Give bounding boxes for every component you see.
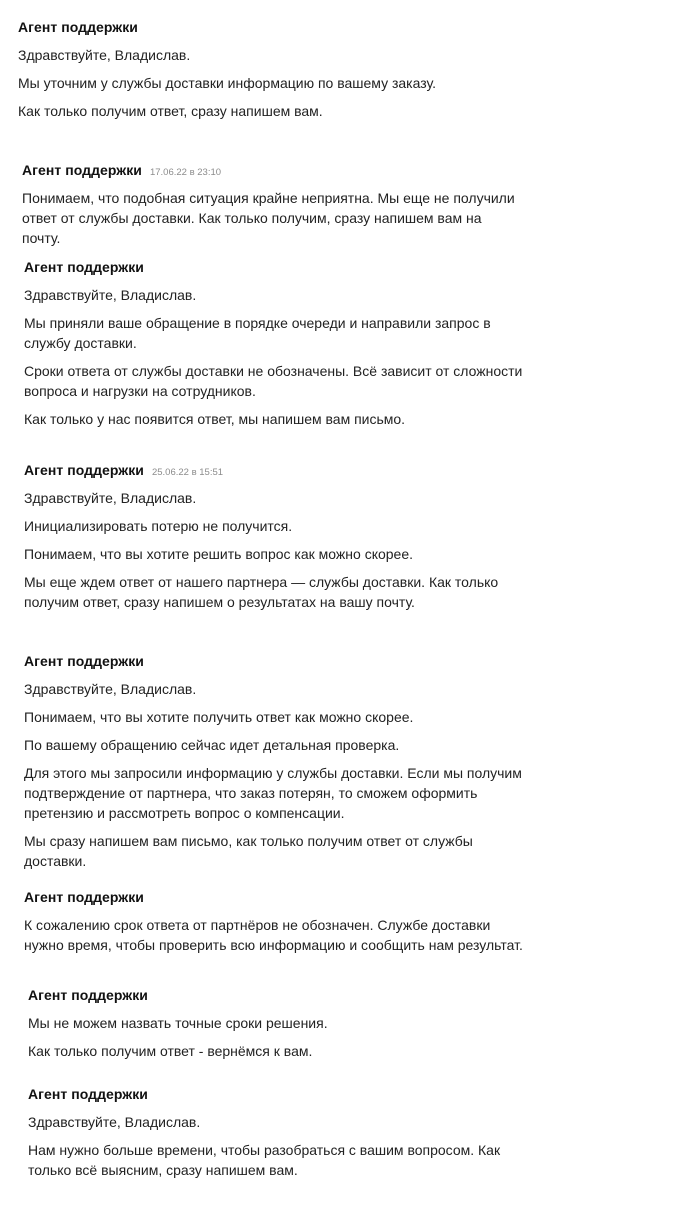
chat-message (24, 259, 524, 429)
message-text: Здравствуйте, Владислав. (24, 287, 197, 303)
message-text: Мы сразу напишем вам письмо, как только получим ответ от службы доставки. (24, 833, 473, 869)
chat-message (24, 889, 524, 955)
message-author: Агент поддержки (24, 889, 144, 905)
message-text: Как только получим ответ, сразу напишем вам. (18, 103, 323, 119)
message-text: К сожалению срок ответа от партнёров не обозначен. Службе доставки нужно время, чтобы проверить всю информацию и сообщить нам результат. (24, 917, 523, 953)
message-header (24, 462, 524, 484)
chat-message (22, 162, 522, 248)
message-text: Понимаем, что вы хотите решить вопрос как можно скорее. (24, 546, 414, 562)
message-author: Агент поддержки (24, 462, 144, 478)
chat-message (24, 653, 524, 871)
chat-message (28, 1086, 528, 1180)
message-text: Здравствуйте, Владислав. (28, 1114, 201, 1130)
message-author: Агент поддержки (24, 259, 144, 275)
message-text: Здравствуйте, Владислав. (24, 681, 197, 697)
message-text: Здравствуйте, Владислав. (18, 47, 191, 63)
message-author: Агент поддержки (28, 1086, 148, 1102)
message-text: Инициализировать потерю не получится. (24, 518, 293, 534)
message-header (18, 19, 518, 41)
message-timestamp: 17.06.22 в 23:10 (149, 167, 222, 178)
message-header (28, 987, 528, 1009)
message-text: Как только у нас появится ответ, мы напишем вам письмо. (24, 411, 406, 427)
message-text: Мы приняли ваше обращение в порядке очереди и направили запрос в службу доставки. (24, 315, 491, 351)
message-author: Агент поддержки (28, 987, 148, 1003)
message-author: Агент поддержки (18, 19, 138, 35)
message-text: Понимаем, что подобная ситуация крайне неприятна. Мы еще не получили ответ от службы доставки. Как только получим, сразу напишем вам на почту. (22, 190, 515, 246)
chat-message (18, 19, 518, 121)
message-text: Понимаем, что вы хотите получить ответ как можно скорее. (24, 709, 414, 725)
chat-message (28, 987, 528, 1061)
message-text: Мы еще ждем ответ от нашего партнера — службы доставки. Как только получим ответ, сразу напишем о результатах на вашу почту. (24, 574, 499, 610)
message-header (24, 259, 524, 281)
message-text: Мы не можем назвать точные сроки решения. (28, 1015, 328, 1031)
message-timestamp: 25.06.22 в 15:51 (151, 467, 224, 478)
chat-message (24, 462, 524, 612)
message-text: Для этого мы запросили информацию у службы доставки. Если мы получим подтверждение от партнера, что заказ потерян, то сможем оформить претензию и рассмотреть вопрос о компенсации. (24, 765, 522, 821)
message-header (24, 889, 524, 911)
message-text: Здравствуйте, Владислав. (24, 490, 197, 506)
message-text: Как только получим ответ - вернёмся к вам. (28, 1043, 313, 1059)
message-header (22, 162, 522, 184)
message-author: Агент поддержки (22, 162, 142, 178)
message-author: Агент поддержки (24, 653, 144, 669)
message-text: По вашему обращению сейчас идет детальная проверка. (24, 737, 400, 753)
message-text: Нам нужно больше времени, чтобы разобраться с вашим вопросом. Как только всё выясним, сразу напишем вам. (28, 1142, 501, 1178)
message-text: Мы уточним у службы доставки информацию по вашему заказу. (18, 75, 436, 91)
message-header (24, 653, 524, 675)
message-text: Сроки ответа от службы доставки не обозначены. Всё зависит от сложности вопроса и нагрузки на сотрудников. (24, 363, 523, 399)
message-header (28, 1086, 528, 1108)
